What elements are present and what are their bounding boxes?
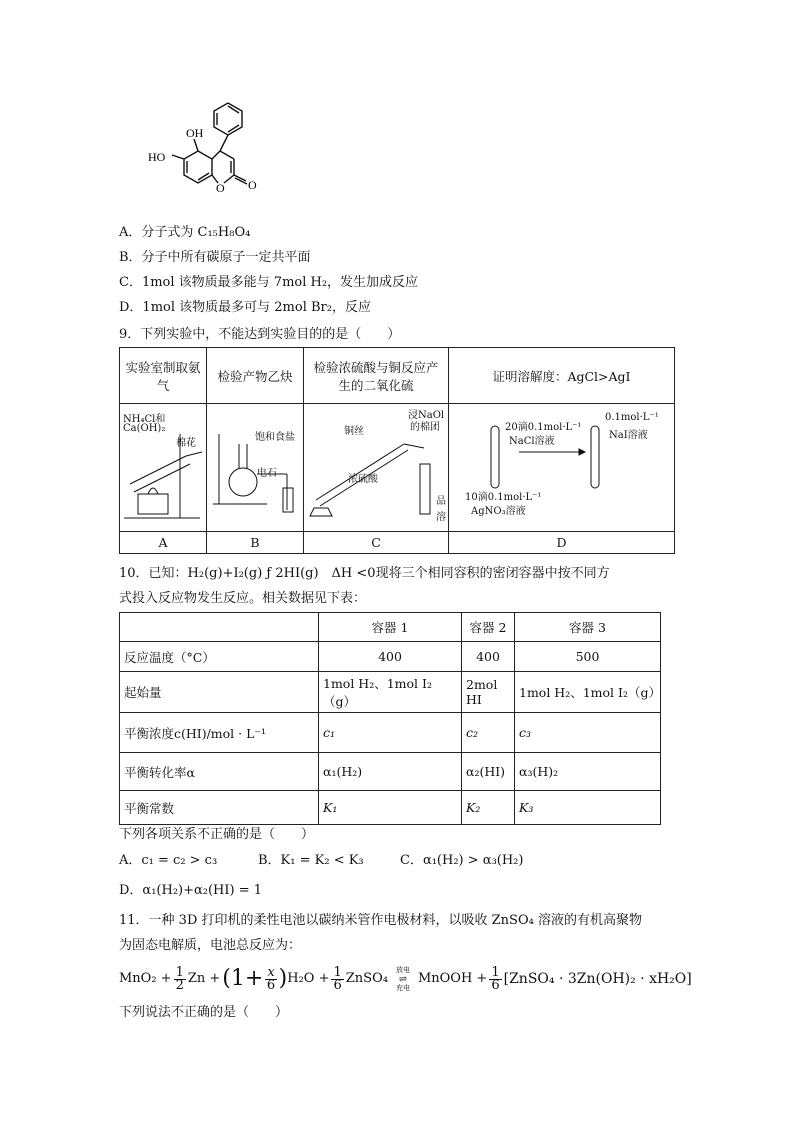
fig-d-nacl2: NaCl溶液 <box>509 436 555 447</box>
q10-cell: c₂ <box>462 713 515 753</box>
oh-label: OH <box>186 126 204 140</box>
q10-row-label: 反应温度（°C） <box>120 642 319 672</box>
q9-header-c: 检验浓硫酸与铜反应产生的二氧化硫 <box>304 348 449 404</box>
q10-cell: K₂ <box>462 791 515 825</box>
q10-question: 下列各项关系不正确的是（ ） <box>119 827 315 842</box>
q10-cell: K₃ <box>515 791 661 825</box>
q9-letter-a: A <box>120 532 207 554</box>
fig-c-rong: 溶 <box>436 512 446 523</box>
fig-b-carbide: 电石 <box>257 468 277 479</box>
q10-option-c: C．α₁(H₂) > α₃(H₂) <box>400 853 524 868</box>
q10-option-d: D．α₁(H₂)+α₂(HI) = 1 <box>119 883 263 898</box>
q8-option-c: C．1mol 该物质最多能与 7mol H₂，发生加成反应 <box>119 275 419 290</box>
fig-c-acid: 浓硫酸 <box>348 474 378 485</box>
ho-label: HO <box>148 150 166 164</box>
q11-stem-line1: 11．一种 3D 打印机的柔性电池以碳纳米管作电极材料，以吸收 ZnSO₄ 溶液的有机高聚物 <box>119 913 642 928</box>
q10-cell: c₁ <box>319 713 462 753</box>
q10-col-1: 容器 1 <box>319 613 462 642</box>
fig-d-nacl1: 20滴0.1mol·L⁻¹ <box>505 422 582 433</box>
q10-row-label: 起始量 <box>120 672 319 713</box>
q8-option-a: A．分子式为 C₁₅H₈O₄ <box>119 225 251 240</box>
carbonyl-oxygen-label: O <box>248 178 257 192</box>
q10-row-label: 平衡浓度c(HI)/mol · L⁻¹ <box>120 713 319 753</box>
ring-oxygen-label: O <box>216 181 225 195</box>
arrow-charge-label: 充电 <box>395 983 410 992</box>
frac-x: $\frac{x}{6}$ <box>266 964 276 993</box>
q10-cell: 400 <box>319 642 462 672</box>
eq-complex: [ZnSO₄ · 3Zn(OH)₂ · xH₂O] <box>503 971 692 987</box>
arrow-discharge-label: 放电 <box>395 965 410 974</box>
fig-d-agno2: AgNO₃溶液 <box>471 506 526 517</box>
q10-cell: K₁ <box>319 791 462 825</box>
fig-c-naoh2: 的棉团 <box>410 422 440 433</box>
acetylene-apparatus-figure <box>207 404 303 528</box>
q9-letter-c: C <box>304 532 449 554</box>
frac-half: $\frac{1}{2}$ <box>175 964 184 993</box>
fig-d-agno1: 10滴0.1mol·L⁻¹ <box>465 492 542 503</box>
q10-cell: 400 <box>462 642 515 672</box>
q10-cell: 1mol H₂、1mol I₂（g） <box>515 672 661 713</box>
q9-figure-a <box>120 404 207 532</box>
molecule-structure <box>120 95 290 215</box>
frac-sixth: $\frac{1}{6}$ <box>333 964 342 993</box>
eq-znso4: ZnSO₄ <box>345 971 388 986</box>
q9-figure-b <box>207 404 304 532</box>
eq-mno2: MnO₂ + <box>119 971 172 986</box>
q10-cell: α₃(H)₂ <box>515 753 661 791</box>
fig-c-copper: 铜丝 <box>344 426 364 437</box>
q10-cell: α₁(H₂) <box>319 753 462 791</box>
q10-row-label: 平衡转化率α <box>120 753 319 791</box>
q9-header-b: 检验产物乙炔 <box>207 348 304 404</box>
eq-reversible-arrow: 放电 ⇌ 充电 <box>395 965 410 992</box>
fig-d-nai2: NaI溶液 <box>609 430 648 441</box>
eq-mnooh: MnOOH + <box>417 971 488 986</box>
q10-corner <box>120 613 319 642</box>
q10-cell: 1mol H₂、1mol I₂（g） <box>319 672 462 713</box>
q9-header-d: 证明溶解度：AgCl>AgI <box>449 348 675 404</box>
q9-table <box>119 347 675 554</box>
q9-letter-b: B <box>207 532 304 554</box>
fig-a-cotton: 棉花 <box>176 438 196 449</box>
fig-c-pin: 品 <box>436 496 446 507</box>
q10-option-b: B．K₁ = K₂ < K₃ <box>258 853 364 868</box>
q10-table <box>119 612 661 825</box>
eq-paren-open: (1+ <box>222 966 264 991</box>
q10-row-label: 平衡常数 <box>120 791 319 825</box>
fig-a-reagent2: Ca(OH)₂ <box>123 423 166 434</box>
fig-c-naoh1: 浸NaOl <box>408 410 445 421</box>
q8-option-d: D．1mol 该物质最多可与 2mol Br₂，反应 <box>119 300 371 315</box>
q10-option-a: A．c₁ = c₂ > c₃ <box>119 853 218 868</box>
q9-stem: 9．下列实验中，不能达到实验目的的是（ ） <box>119 327 401 342</box>
eq-paren-close: ) <box>278 966 288 991</box>
q8-option-b: B．分子中所有碳原子一定共平面 <box>119 250 311 265</box>
fig-b-brine: 饱和食盐 <box>255 432 295 443</box>
q10-col-3: 容器 3 <box>515 613 661 642</box>
q11-stem-line2: 为固态电解质，电池总反应为： <box>119 938 302 953</box>
q11-equation <box>119 960 692 998</box>
fig-a-reagent1: NH₄Cl和 <box>123 414 166 425</box>
q9-letter-d: D <box>449 532 675 554</box>
q10-stem-line2: 式投入反应物发生反应。相关数据见下表： <box>119 591 367 606</box>
q9-header-a: 实验室制取氨气 <box>120 348 207 404</box>
eq-zn: Zn + <box>187 971 221 986</box>
q11-question: 下列说法不正确的是（ ） <box>119 1005 289 1020</box>
q10-cell: c₃ <box>515 713 661 753</box>
eq-h2o: H₂O + <box>287 971 330 986</box>
q10-col-2: 容器 2 <box>462 613 515 642</box>
q10-cell: 2mol HI <box>462 672 515 713</box>
fig-d-nai1: 0.1mol·L⁻¹ <box>605 412 659 423</box>
q10-cell: 500 <box>515 642 661 672</box>
q10-cell: α₂(HI) <box>462 753 515 791</box>
q10-stem-line1: 10．已知：H₂(g)+I₂(g) ƒ 2HI(g) ΔH <0现将三个相同容积的密闭容器中按不同方 <box>119 566 610 581</box>
frac-sixth-2: $\frac{1}{6}$ <box>491 964 500 993</box>
q9-figure-c <box>304 404 449 532</box>
q9-figure-d <box>449 404 675 532</box>
